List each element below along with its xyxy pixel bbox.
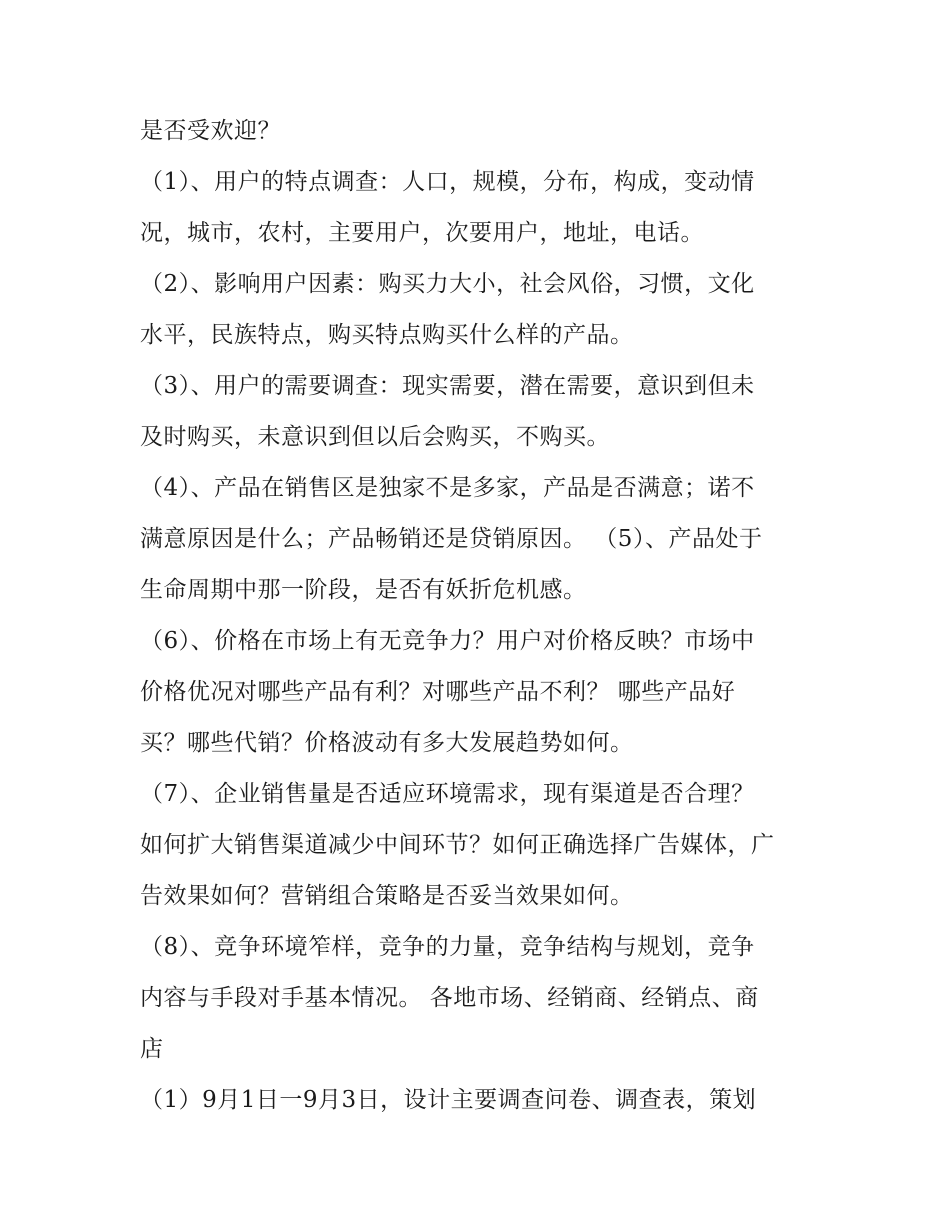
text-line: 价格优况对哪些产品有利？对哪些产品不利？ 哪些产品好: [140, 679, 736, 705]
text-line: 生命周期中那一阶段，是否有妖折危机感。: [140, 577, 587, 603]
text-line: （1）9月1日一9月3日，设计主要调查问卷、调查表，策划: [140, 1087, 757, 1113]
text-line: （2）、影响用户因素：购买力大小，社会风俗，习惯，文化: [140, 271, 755, 297]
text-line: （4）、产品在销售区是独家不是多家，产品是否满意；诺不: [140, 475, 755, 501]
document-body: [140, 106, 820, 1126]
text-line: （1）、用户的特点调查：人口，规模，分布，构成，变动情: [140, 169, 755, 195]
text-line: 水平，民族特点，购买特点购买什么样的产品。: [140, 322, 634, 348]
text-line: 及时购买，未意识到但以后会购买，不购买。: [140, 424, 610, 450]
text-line: （3）、用户的需要调查：现实需要，潜在需要，意识到但未: [140, 373, 755, 399]
text-line: 如何扩大销售渠道减少中间环节？如何正确选择广告媒体，广: [140, 832, 775, 858]
text-line: （7）、企业销售量是否适应环境需求，现有渠道是否合理？: [140, 781, 755, 807]
text-line: 是否受欢迎？: [140, 118, 281, 144]
text-line: （6）、价格在市场上有无竞争力？用户对价格反映？市场中: [140, 628, 755, 654]
text-line: （8）、竞争环境笮样，竞争的力量，竞争结构与规划，竞争: [140, 934, 755, 960]
text-line: 内容与手段对手基本情况。 各地市场、经销商、经销点、商: [140, 985, 759, 1011]
text-line: 满意原因是什么；产品畅销还是贷销原因。 （5）、产品处于: [140, 526, 763, 552]
text-line: 店: [140, 1036, 164, 1062]
text-line: 告效果如何？营销组合策略是否妥当效果如何。: [140, 883, 634, 909]
text-line: 买？哪些代销？价格波动有多大发展趋势如何。: [140, 730, 634, 756]
text-line: 况，城市，农村，主要用户，次要用户，地址，电话。: [140, 220, 704, 246]
